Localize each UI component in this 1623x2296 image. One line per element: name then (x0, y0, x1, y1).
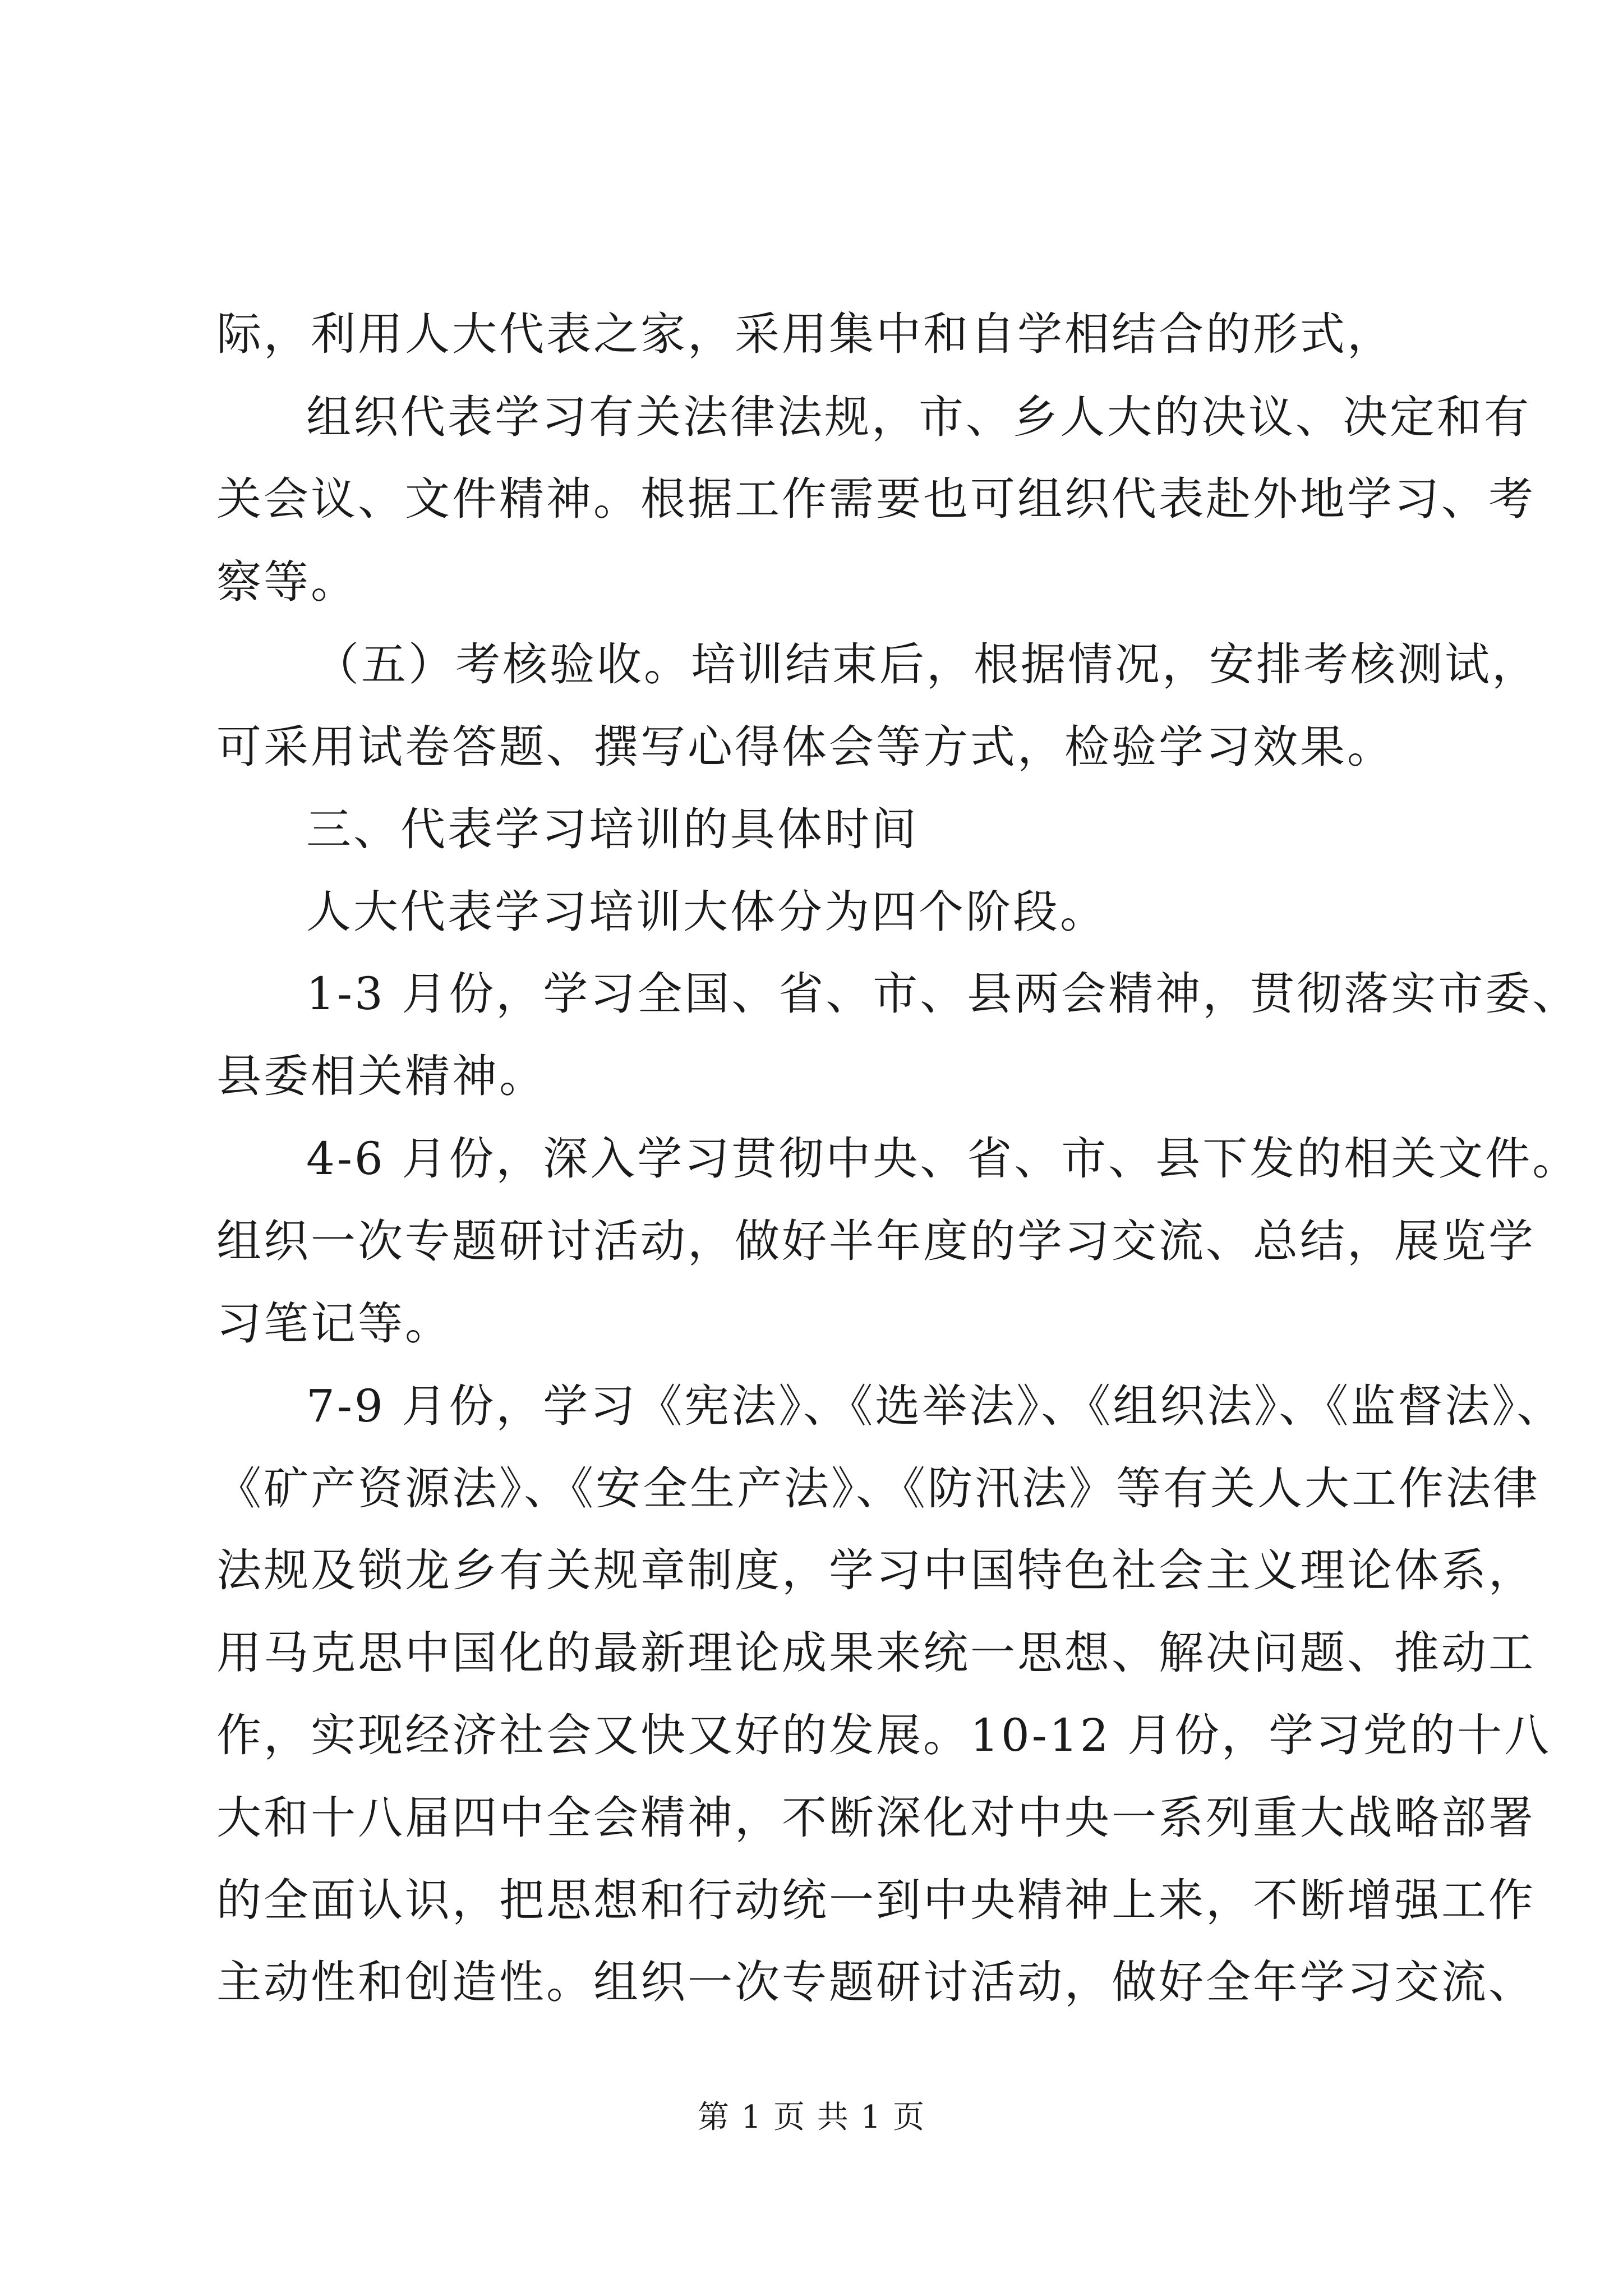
text-line-19: 大和十八届四中全会精神，不断深化对中央一系列重大战略部署 (216, 1792, 1536, 1844)
text-line-2: 组织代表学习有关法律法规，市、乡人大的决议、决定和有 (306, 391, 1531, 443)
text-line-5: （五）考核验收。培训结束后，根据情况，安排考核测试， (314, 638, 1539, 691)
text-line-16: 法规及锁龙乡有关规章制度，学习中国特色社会主义理论体系， (216, 1544, 1536, 1596)
text-line-10: 县委相关精神。 (216, 1050, 546, 1102)
text-line-9: 1-3 月份，学习全国、省、市、县两会精神，贯彻落实市委、 (306, 968, 1580, 1020)
text-line-11: 4-6 月份，深入学习贯彻中央、省、市、县下发的相关文件。 (306, 1133, 1580, 1185)
text-line-3: 关会议、文件精神。根据工作需要也可组织代表赴外地学习、考 (216, 473, 1536, 525)
text-line-4: 察等。 (216, 556, 358, 608)
text-line-12: 组织一次专题研讨活动，做好半年度的学习交流、总结，展览学 (216, 1215, 1536, 1267)
text-line-1: 际，利用人大代表之家，采用集中和自学相结合的形式， (216, 308, 1394, 360)
text-line-17: 用马克思中国化的最新理论成果来统一思想、解决问题、推动工 (216, 1627, 1536, 1679)
text-line-8: 人大代表学习培训大体分为四个阶段。 (306, 886, 1107, 938)
text-line-20: 的全面认识，把思想和行动统一到中央精神上来，不断增强工作 (216, 1874, 1536, 1926)
text-line-18: 作，实现经济社会又快又好的发展。10-12 月份，学习党的十八 (216, 1709, 1552, 1761)
section-heading: 三、代表学习培训的具体时间 (306, 803, 919, 855)
text-line-15: 《矿产资源法》、《安全生产法》、《防汛法》等有关人大工作法律 (216, 1462, 1540, 1515)
text-line-13: 习笔记等。 (216, 1297, 452, 1350)
page-footer: 第 1 页 共 1 页 (697, 2099, 926, 2136)
text-line-14: 7-9 月份，学习《宪法》、《选举法》、《组织法》、《监督法》、 (306, 1380, 1564, 1432)
text-line-6: 可采用试卷答题、撰写心得体会等方式，检验学习效果。 (216, 721, 1394, 773)
text-line-21: 主动性和创造性。组织一次专题研讨活动，做好全年学习交流、 (216, 1956, 1536, 2008)
